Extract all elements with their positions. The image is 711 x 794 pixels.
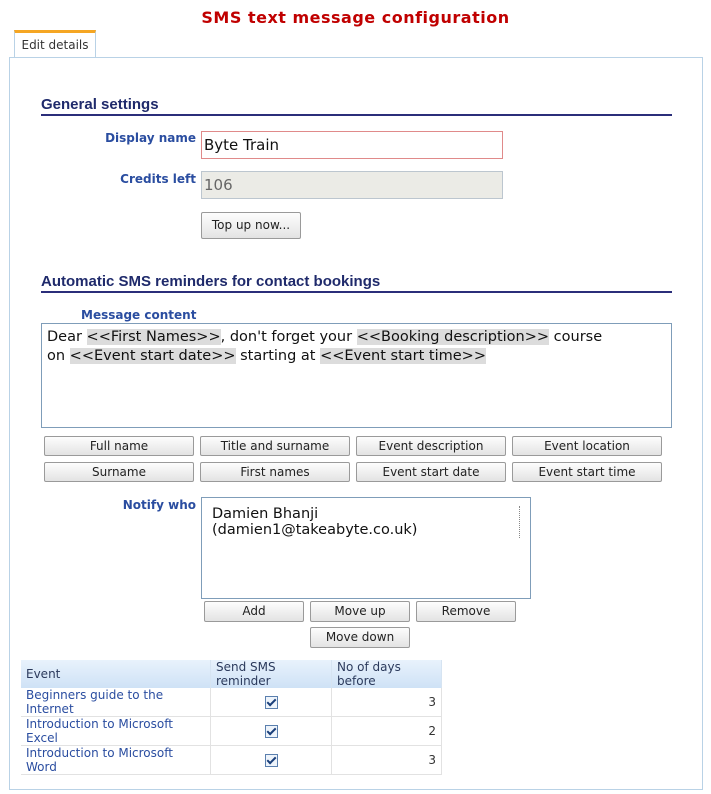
message-text: starting at [235, 348, 321, 364]
sms-reminders-heading: Automatic SMS reminders for contact bookings [41, 273, 381, 290]
remove-button[interactable]: Remove [416, 601, 516, 622]
send-sms-checkbox[interactable] [265, 696, 278, 709]
column-header-event[interactable]: Event [21, 660, 211, 688]
days-before-cell[interactable]: 3 [332, 746, 442, 775]
event-name-cell: Introduction to Microsoft Word [21, 746, 211, 775]
insert-event-start-date-button[interactable]: Event start date [356, 462, 506, 482]
message-text: on [47, 348, 70, 364]
move-down-button[interactable]: Move down [310, 627, 410, 648]
events-table [21, 660, 442, 775]
table-header-row [21, 660, 442, 688]
insert-full-name-button[interactable]: Full name [44, 436, 194, 456]
event-name-cell: Introduction to Microsoft Excel [21, 717, 211, 746]
message-text: course [549, 329, 603, 345]
message-content-label: Message content [81, 308, 197, 322]
event-name-cell: Beginners guide to the Internet [21, 688, 211, 717]
insert-first-names-button[interactable]: First names [200, 462, 350, 482]
notify-list-item[interactable]: Damien Bhanji (damien1@takeabyte.co.uk) [212, 506, 520, 538]
add-button[interactable]: Add [204, 601, 304, 622]
table-row [21, 746, 442, 775]
page-title: SMS text message configuration [201, 8, 510, 27]
insert-event-start-time-button[interactable]: Event start time [512, 462, 662, 482]
general-settings-heading: General settings [41, 96, 159, 113]
table-row [21, 688, 442, 717]
column-header-send-sms[interactable]: Send SMS reminder [211, 660, 332, 688]
move-up-button[interactable]: Move up [310, 601, 410, 622]
display-name-field[interactable] [201, 131, 503, 159]
credits-left-label: Credits left [120, 172, 196, 186]
sms-reminders-divider [41, 291, 672, 293]
send-sms-cell [211, 746, 332, 775]
notify-who-label: Notify who [122, 498, 196, 512]
token-event-start-time: <<Event start time>> [320, 348, 486, 364]
display-name-label: Display name [105, 131, 196, 145]
days-before-cell[interactable]: 2 [332, 717, 442, 746]
days-before-cell[interactable]: 3 [332, 688, 442, 717]
send-sms-checkbox[interactable] [265, 754, 278, 767]
insert-event-location-button[interactable]: Event location [512, 436, 662, 456]
token-first-names: <<First Names>> [86, 329, 221, 345]
top-up-button[interactable]: Top up now... [201, 212, 301, 239]
insert-surname-button[interactable]: Surname [44, 462, 194, 482]
table-row [21, 717, 442, 746]
column-header-days-before[interactable]: No of days before [332, 660, 442, 688]
message-text: Dear [47, 329, 87, 345]
notify-list[interactable] [201, 497, 531, 599]
general-settings-divider [41, 114, 672, 116]
insert-title-surname-button[interactable]: Title and surname [200, 436, 350, 456]
token-booking-description: <<Booking description>> [356, 329, 550, 345]
insert-event-description-button[interactable]: Event description [356, 436, 506, 456]
tab-edit-details[interactable]: Edit details [14, 30, 96, 57]
token-event-start-date: <<Event start date>> [69, 348, 236, 364]
message-text: , don't forget your [220, 329, 357, 345]
send-sms-cell [211, 688, 332, 717]
message-content-editor[interactable] [41, 323, 672, 428]
send-sms-checkbox[interactable] [265, 725, 278, 738]
send-sms-cell [211, 717, 332, 746]
credits-left-field [201, 171, 503, 199]
